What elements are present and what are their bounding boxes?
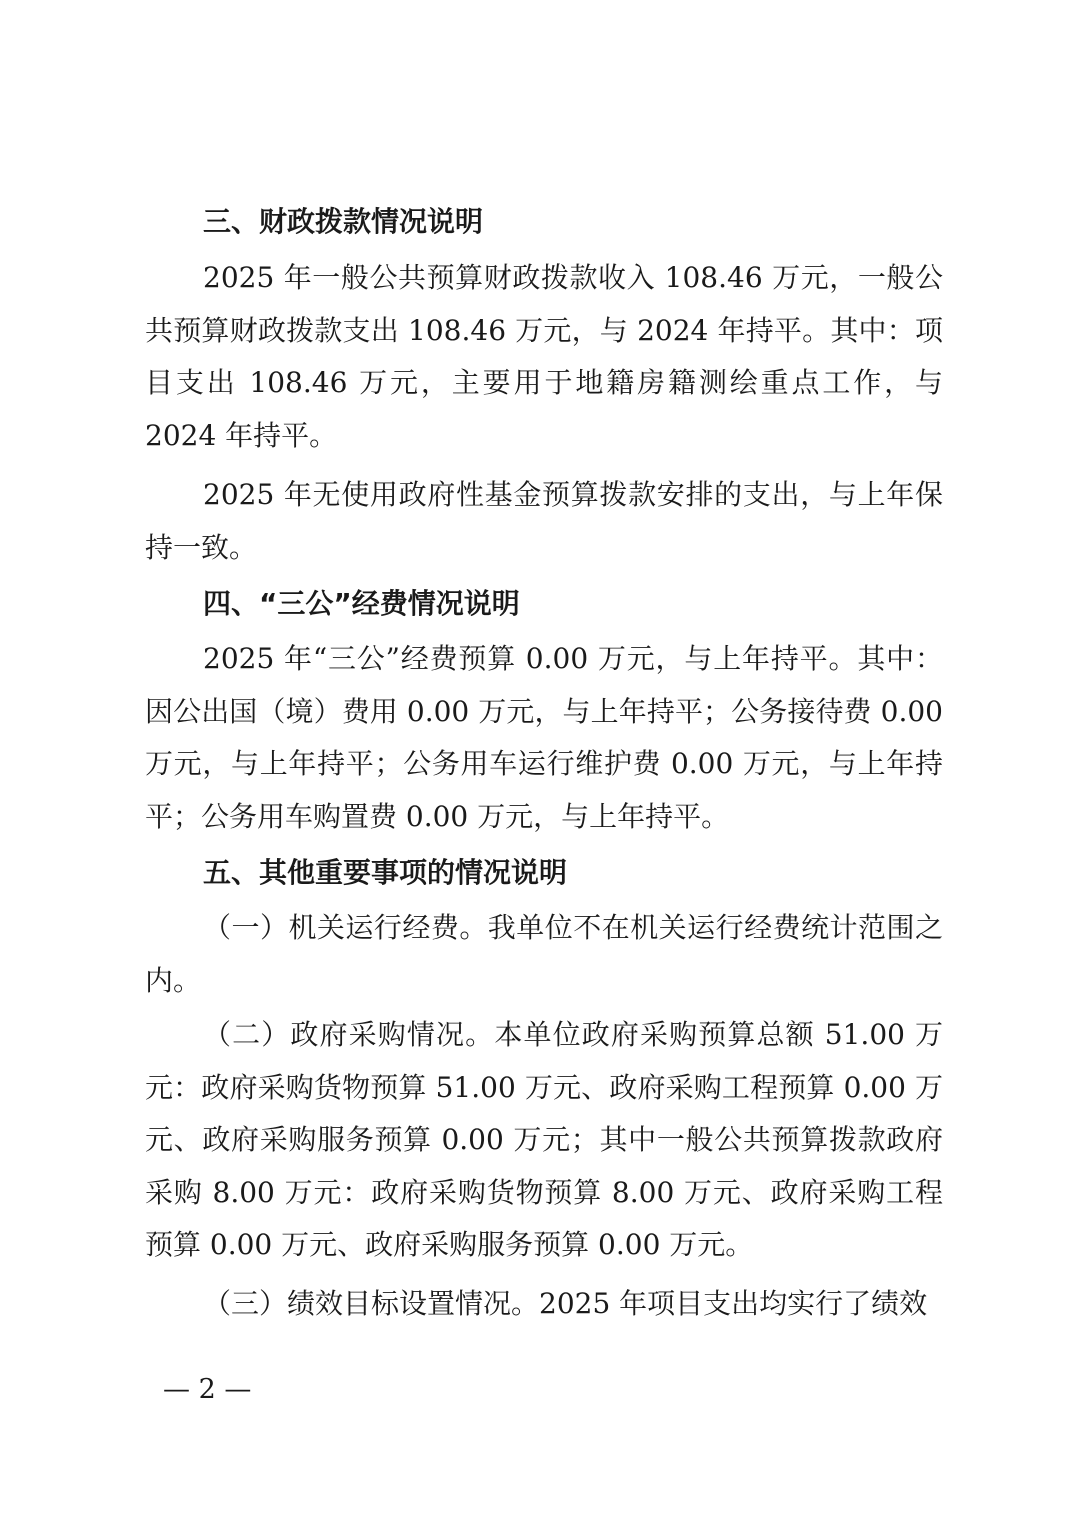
page-number: — 2 — <box>163 1374 252 1405</box>
paragraph-finance-allocation-income: 2025 年一般公共预算财政拨款收入 108.46 万元，一般公共预算财政拨款支出 108.46 万元，与 2024 年持平。其中：项目支出 108.46 万元，主要用于地籍房籍测绘重点工作，与 2024 年持平。 <box>145 261 943 452</box>
paragraph-government-fund: 2025 年无使用政府性基金预算拨款安排的支出，与上年保持一致。 <box>145 478 943 564</box>
section-heading-finance-allocation: 三、财政拨款情况说明 <box>203 205 484 238</box>
paragraph-government-procurement: （二）政府采购情况。本单位政府采购预算总额 51.00 万元：政府采购货物预算 51.00 万元、政府采购工程预算 0.00 万元、政府采购服务预算 0.00 万元；其中一般公共预算拨款政府采购 8.00 万元：政府采购货物预算 8.00 万元、政府采购工程预算 0.00 万元、政府采购服务预算 0.00 万元。 <box>145 1018 943 1261</box>
section-heading-three-public-expenses: 四、“三公”经费情况说明 <box>203 587 520 620</box>
section-heading-other-matters: 五、其他重要事项的情况说明 <box>203 856 568 889</box>
paragraph-operating-expenses: （一）机关运行经费。我单位不在机关运行经费统计范围之内。 <box>145 911 943 997</box>
paragraph-three-public-expenses: 2025 年“三公”经费预算 0.00 万元，与上年持平。其中：因公出国（境）费用 0.00 万元，与上年持平；公务接待费 0.00 万元，与上年持平；公务用车运行维护费 0.00 万元，与上年持平；公务用车购置费 0.00 万元，与上年持平。 <box>145 642 943 833</box>
paragraph-performance-goals: （三）绩效目标设置情况。2025 年项目支出均实行了绩效 <box>203 1287 928 1320</box>
